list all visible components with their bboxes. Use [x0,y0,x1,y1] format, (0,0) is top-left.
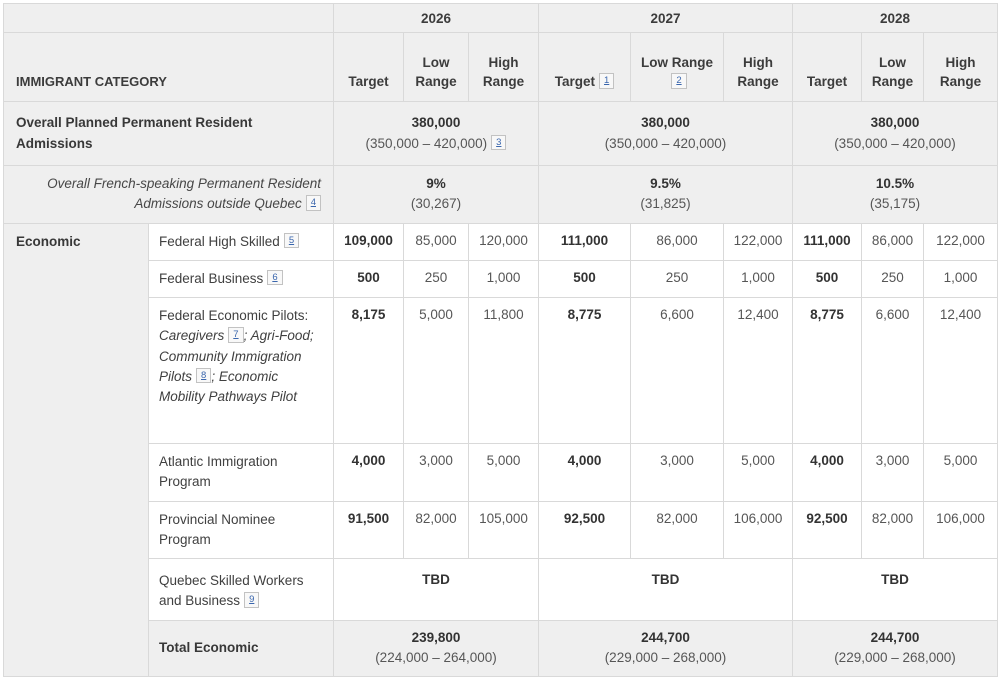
federal-economic-pilots-2026-high: 11,800 [469,298,539,444]
pnp-2028-low: 82,000 [862,501,924,559]
total-economic-2027-value: 244,700 [641,629,690,645]
row-atlantic-immigration [4,444,998,502]
footnote-link-3[interactable]: 3 [491,135,506,151]
federal-high-skilled-2027-target: 111,000 [539,223,631,260]
federal-business-2027-target: 500 [539,260,631,297]
federal-economic-pilots-2026-target: 8,175 [334,298,404,444]
federal-business-2028-high: 1,000 [924,260,998,297]
pnp-2026-target: 91,500 [334,501,404,559]
french-2027-value: 9.5% [650,176,681,191]
federal-business-2028-target: 500 [793,260,862,297]
french-2028-cell [793,166,998,224]
federal-high-skilled-2027-low: 86,000 [631,223,724,260]
french-2028-range: (35,175) [869,196,921,212]
high-range-header-2028: High Range [924,33,998,102]
federal-business-2027-high: 1,000 [724,260,793,297]
low-range-header-2027 [631,33,724,102]
high-range-header-2027: High Range [724,33,793,102]
federal-business-2026-low: 250 [404,260,469,297]
federal-economic-pilots-2027-high: 12,400 [724,298,793,444]
total-economic-2028-value: 244,700 [870,629,920,645]
federal-business-label [149,260,334,297]
pnp-2026-low: 82,000 [404,501,469,559]
year-header-row [4,4,998,33]
french-speaking-label-text: Overall French-speaking Permanent Resident Admissions outside Quebec [47,176,321,212]
footnote-link-5[interactable]: 5 [284,233,299,249]
federal-high-skilled-2028-high: 122,000 [924,223,998,260]
overall-admissions-label: Overall Planned Permanent Resident Admissions [4,102,334,166]
footnote-link-6[interactable]: 6 [267,270,282,286]
overall-2028-value: 380,000 [870,115,920,131]
footnote-link-7[interactable]: 7 [228,327,243,343]
total-economic-2028-range: (229,000 – 268,000) [834,650,956,665]
low-range-header-2026: Low Range [404,33,469,102]
total-economic-2026-cell [334,620,539,676]
federal-high-skilled-2028-low: 86,000 [862,223,924,260]
row-total-economic [4,620,998,676]
pnp-2027-high: 106,000 [724,501,793,559]
atlantic-2027-high: 5,000 [724,444,793,502]
federal-business-2028-low: 250 [862,260,924,297]
overall-2026-value: 380,000 [411,115,461,131]
total-economic-2028-cell [793,620,998,676]
target-header-2027 [539,33,631,102]
federal-high-skilled-2026-high: 120,000 [469,223,539,260]
footnote-link-2[interactable]: 2 [671,73,686,89]
quebec-label [149,559,334,621]
federal-economic-pilots-2027-target: 8,775 [539,298,631,444]
quebec-2026-cell: TBD [334,559,539,621]
overall-2027-cell [539,102,793,166]
atlantic-label: Atlantic Immigration Program [149,444,334,502]
atlantic-2026-high: 5,000 [469,444,539,502]
atlantic-2026-low: 3,000 [404,444,469,502]
row-federal-business [4,260,998,297]
federal-business-2026-high: 1,000 [469,260,539,297]
immigration-levels-table [3,3,998,677]
federal-economic-pilots-2028-high: 12,400 [924,298,998,444]
atlantic-2028-target: 4,000 [793,444,862,502]
target-header-2026: Target [334,33,404,102]
low-range-header-2028: Low Range [862,33,924,102]
overall-2027-value: 380,000 [641,115,690,131]
total-economic-label: Total Economic [149,620,334,676]
year-header-2026: 2026 [334,4,539,33]
overall-2028-range: (350,000 – 420,000) [834,135,956,151]
federal-economic-pilots-2026-low: 5,000 [404,298,469,444]
year-header-spacer [4,4,334,33]
federal-high-skilled-2026-target: 109,000 [334,223,404,260]
quebec-2027-cell: TBD [539,559,793,621]
french-speaking-label [4,166,334,224]
overall-2027-range: (350,000 – 420,000) [604,135,727,151]
french-2026-value: 9% [426,176,446,191]
federal-economic-pilots-intro: Federal Economic Pilots: [159,308,309,323]
french-2027-range: (31,825) [640,196,691,212]
federal-business-label-text: Federal Business [159,270,264,286]
pnp-2027-low: 82,000 [631,501,724,559]
pnp-2026-high: 105,000 [469,501,539,559]
federal-economic-pilots-part1: Caregivers [159,328,225,344]
row-overall-admissions [4,102,998,166]
row-quebec-skilled-workers [4,559,998,621]
economic-group-label: Economic [4,223,149,676]
immigrant-category-header: IMMIGRANT CATEGORY [4,33,334,102]
overall-2028-cell [793,102,998,166]
footnote-link-9[interactable]: 9 [244,592,259,608]
federal-high-skilled-label [149,223,334,260]
atlantic-2026-target: 4,000 [334,444,404,502]
total-economic-2027-range: (229,000 – 268,000) [604,650,727,665]
federal-economic-pilots-part2: ; Agri-Food; Community Immigration Pilots [159,328,314,384]
federal-economic-pilots-label [149,298,334,444]
atlantic-2028-high: 5,000 [924,444,998,502]
pnp-2028-target: 92,500 [793,501,862,559]
french-2026-range: (30,267) [410,196,462,212]
pnp-2028-high: 106,000 [924,501,998,559]
federal-business-2026-target: 500 [334,260,404,297]
federal-economic-pilots-part3: ; Economic Mobility Pathways Pilot [159,368,298,404]
target-header-2028: Target [793,33,862,102]
atlantic-2028-low: 3,000 [862,444,924,502]
pnp-2027-target: 92,500 [539,501,631,559]
year-header-2027: 2027 [539,4,793,33]
french-2028-value: 10.5% [875,176,915,191]
footnote-link-4[interactable]: 4 [306,195,321,211]
federal-economic-pilots-2028-target: 8,775 [793,298,862,444]
total-economic-2027-cell [539,620,793,676]
footnote-link-8[interactable]: 8 [196,368,211,384]
french-2026-cell [334,166,539,224]
pnp-label: Provincial Nominee Program [149,501,334,559]
atlantic-2027-low: 3,000 [631,444,724,502]
column-header-row [4,33,998,102]
quebec-label-text: Quebec Skilled Workers and Business [159,573,304,609]
year-header-2028: 2028 [793,4,998,33]
target-header-2027-label: Target [554,74,595,90]
row-federal-high-skilled [4,223,998,260]
total-economic-2026-range: (224,000 – 264,000) [375,650,497,665]
french-2027-cell [539,166,793,224]
row-french-speaking [4,166,998,224]
high-range-header-2026: High Range [469,33,539,102]
federal-high-skilled-label-text: Federal High Skilled [159,233,280,249]
row-federal-economic-pilots [4,298,998,444]
low-range-header-2027-label: Low Range [640,54,713,70]
total-economic-2026-value: 239,800 [411,629,461,645]
federal-high-skilled-2028-target: 111,000 [793,223,862,260]
federal-high-skilled-2027-high: 122,000 [724,223,793,260]
federal-economic-pilots-2027-low: 6,600 [631,298,724,444]
quebec-2028-cell: TBD [793,559,998,621]
federal-high-skilled-2026-low: 85,000 [404,223,469,260]
atlantic-2027-target: 4,000 [539,444,631,502]
row-provincial-nominee [4,501,998,559]
overall-2026-cell [334,102,539,166]
overall-2026-range: (350,000 – 420,000) [365,135,488,151]
footnote-link-1[interactable]: 1 [599,73,614,89]
federal-business-2027-low: 250 [631,260,724,297]
federal-economic-pilots-2028-low: 6,600 [862,298,924,444]
